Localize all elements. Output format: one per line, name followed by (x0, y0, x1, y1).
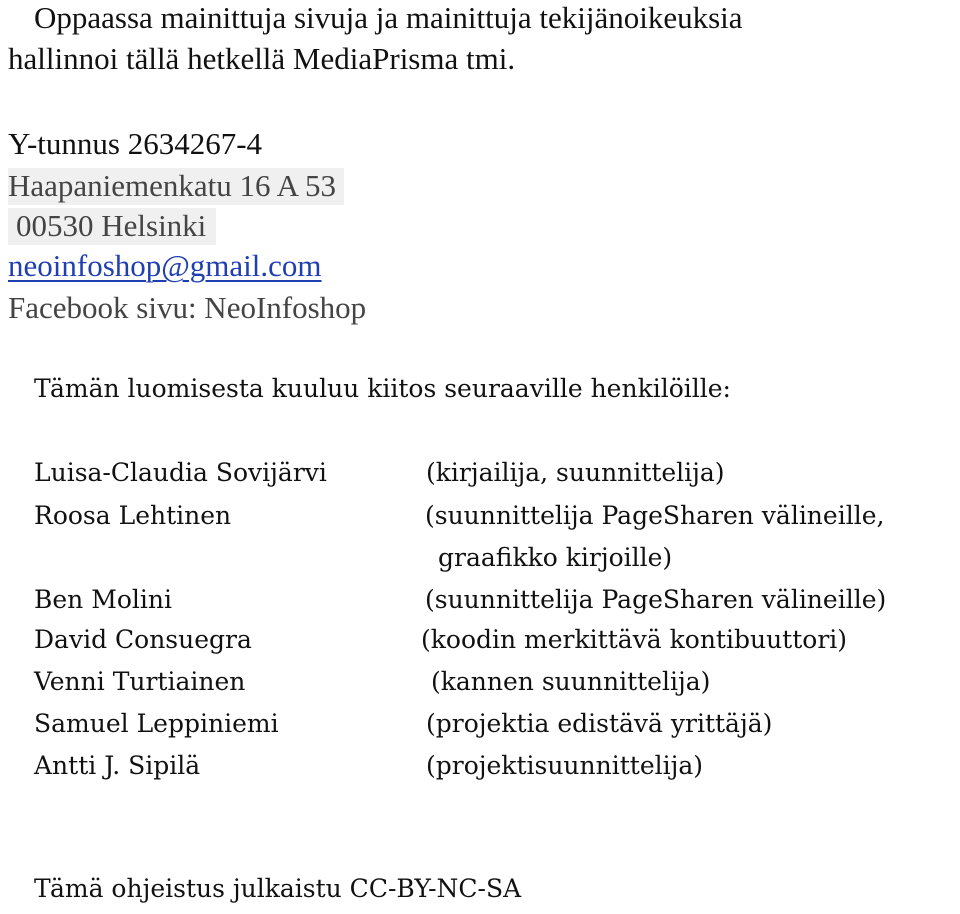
credit-role: (kirjailija, suunnittelija) (426, 458, 725, 487)
credit-name: Venni Turtiainen (34, 667, 246, 696)
street-address: Haapaniemenkatu 16 A 53 (8, 168, 344, 205)
thanks-heading: Tämän luomisesta kuuluu kiitos seuraaville henkilöille: (34, 374, 731, 403)
credit-role: (suunnittelija PageSharen välineille, (425, 501, 885, 530)
intro-line-1: Oppaassa mainittuja sivuja ja mainittuja tekijänoikeuksia (34, 0, 743, 35)
credit-role-continued: graafikko kirjoille) (438, 543, 673, 572)
license-note: Tämä ohjeistus julkaistu CC-BY-NC-SA (34, 874, 522, 903)
credit-role: (projektisuunnittelija) (426, 751, 704, 780)
credit-role: (kannen suunnittelija) (431, 667, 711, 696)
credit-name: Antti J. Sipilä (34, 751, 201, 780)
facebook-page: Facebook sivu: NeoInfoshop (8, 290, 367, 325)
credit-name: Ben Molini (34, 585, 172, 614)
credit-role: (suunnittelija PageSharen välineille) (425, 585, 887, 614)
credit-role: (koodin merkittävä kontibuuttori) (421, 625, 848, 654)
intro-line-2: hallinnoi tällä hetkellä MediaPrisma tmi. (8, 41, 516, 76)
credit-name: Luisa-Claudia Sovijärvi (34, 458, 327, 487)
credit-name: David Consuegra (34, 625, 252, 654)
credit-name: Samuel Leppiniemi (34, 709, 279, 738)
credit-name: Roosa Lehtinen (34, 501, 232, 530)
email-link[interactable]: neoinfoshop@gmail.com (8, 248, 322, 283)
business-id: Y-tunnus 2634267-4 (8, 126, 263, 161)
city-address: 00530 Helsinki (8, 208, 216, 245)
credit-role: (projektia edistävä yrittäjä) (426, 709, 773, 738)
